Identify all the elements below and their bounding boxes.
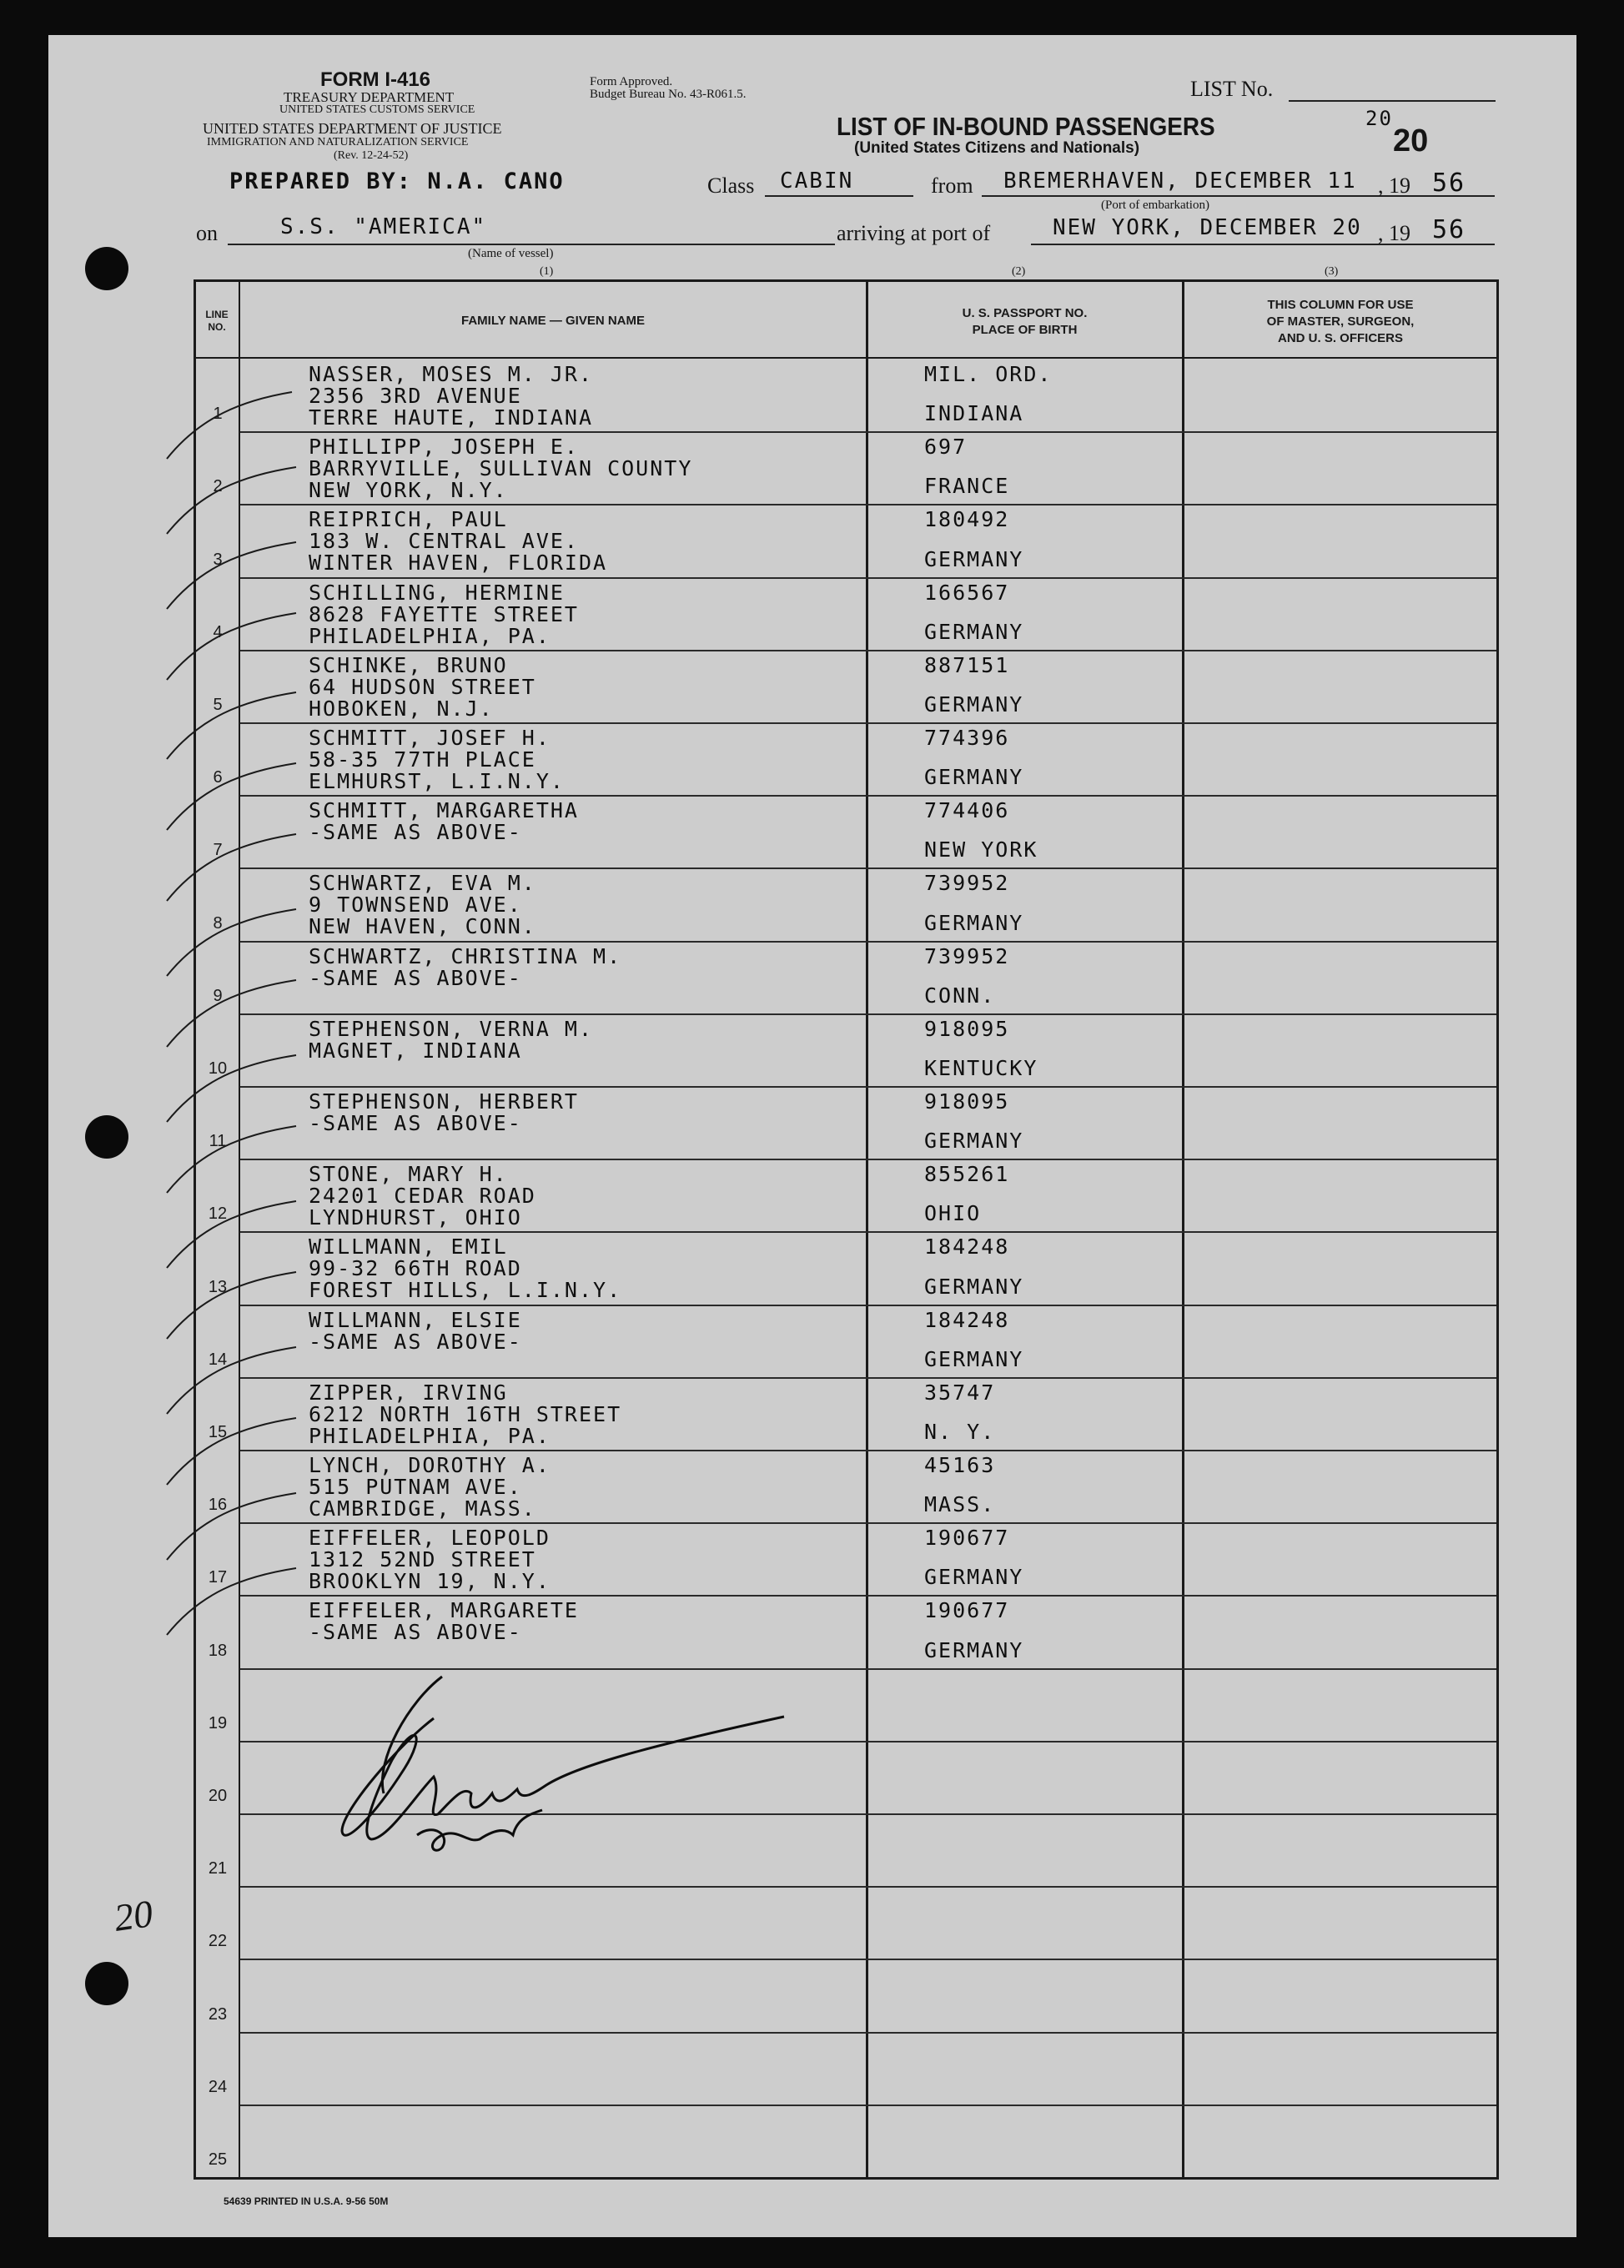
passenger-name-address: SCHMITT, MARGARETHA -SAME AS ABOVE-	[309, 798, 579, 845]
passport-number: 35747	[924, 1380, 996, 1405]
from-year-prefix: , 19	[1378, 173, 1410, 198]
passport-number: 697	[924, 435, 968, 460]
place-of-birth: KENTUCKY	[924, 1056, 1038, 1080]
on-label: on	[196, 221, 218, 245]
line-number: 3	[213, 550, 223, 569]
name-column-divider	[866, 279, 868, 2179]
row-divider	[240, 1086, 1496, 1088]
line-number: 19	[208, 1713, 228, 1732]
place-of-birth: GERMANY	[924, 619, 1024, 644]
place-of-birth: GERMANY	[924, 1274, 1024, 1299]
passport-number: 918095	[924, 1016, 1010, 1041]
line-number: 14	[208, 1350, 228, 1369]
row-divider	[240, 722, 1496, 724]
line-number: 2	[213, 477, 223, 496]
passenger-name-address: STONE, MARY H. 24201 CEDAR ROAD LYNDHURST, OHIO	[309, 1162, 536, 1230]
form-approved: Form Approved.	[590, 75, 673, 88]
signature	[325, 1668, 792, 1868]
column-header-passport	[868, 305, 1181, 339]
arriving-year: 56	[1432, 215, 1466, 244]
line-number: 17	[208, 1568, 228, 1587]
line-number: 25	[208, 2150, 228, 2169]
from-label: from	[931, 173, 973, 198]
column-header-name-text: FAMILY NAME — GIVEN NAME	[460, 314, 646, 328]
place-of-birth: OHIO	[924, 1201, 982, 1226]
place-of-birth: GERMANY	[924, 1565, 1024, 1590]
from-underline	[982, 195, 1495, 197]
immigration-service: IMMIGRATION AND NATURALIZATION SERVICE	[207, 136, 469, 148]
place-of-birth: GERMANY	[924, 692, 1024, 717]
passport-number: 45163	[924, 1453, 996, 1477]
class-label: Class	[707, 173, 755, 198]
line-number: 8	[213, 913, 223, 933]
column-header-line-no-text: LINE NO.	[205, 309, 229, 333]
column-marker-2: (2)	[1012, 265, 1026, 278]
department-of-justice: UNITED STATES DEPARTMENT OF JUSTICE	[203, 120, 502, 137]
arriving-underline	[1031, 244, 1495, 245]
passport-number: 774396	[924, 726, 1010, 750]
row-divider	[240, 577, 1496, 579]
document-title: LIST OF IN-BOUND PASSENGERS	[837, 112, 1215, 141]
passport-column-divider	[1182, 279, 1184, 2179]
passport-number: 855261	[924, 1162, 1010, 1187]
column-header-name	[241, 313, 865, 329]
place-of-birth: GERMANY	[924, 1129, 1024, 1154]
place-of-birth: MASS.	[924, 1492, 996, 1517]
class-value: CABIN	[780, 168, 854, 194]
budget-bureau-no: Budget Bureau No. 43-R061.5.	[590, 88, 747, 101]
vessel-underline	[228, 244, 835, 245]
list-no-small: 20	[1365, 107, 1393, 130]
row-divider	[240, 431, 1496, 433]
row-divider	[240, 2105, 1496, 2106]
column-marker-1: (1)	[540, 265, 554, 278]
row-divider	[240, 867, 1496, 869]
line-number: 12	[208, 1204, 228, 1224]
punch-hole-middle	[85, 1115, 128, 1159]
row-divider	[240, 504, 1496, 505]
passenger-name-address: STEPHENSON, VERNA M. MAGNET, INDIANA	[309, 1016, 594, 1063]
place-of-birth: CONN.	[924, 983, 996, 1008]
passenger-name-address: SCHMITT, JOSEF H. 58-35 77TH PLACE ELMHURST, L.I.N.Y.	[309, 726, 565, 793]
passport-number: 190677	[924, 1526, 1010, 1551]
line-number: 21	[208, 1859, 228, 1878]
passenger-name-address: PHILLIPP, JOSEPH E. BARRYVILLE, SULLIVAN COUNTY NEW YORK, N.Y.	[309, 435, 693, 503]
place-of-birth: NEW YORK	[924, 837, 1038, 862]
row-divider	[240, 795, 1496, 797]
passenger-name-address: WILLMANN, EMIL 99-32 66TH ROAD FOREST HILLS, L.I.N.Y.	[309, 1235, 622, 1303]
punch-hole-bottom	[85, 1962, 128, 2005]
list-no-underline	[1289, 100, 1496, 102]
passenger-name-address: ZIPPER, IRVING 6212 NORTH 16TH STREET PHILADELPHIA, PA.	[309, 1380, 622, 1448]
line-number: 5	[213, 696, 223, 714]
passport-number: 739952	[924, 871, 1010, 896]
row-divider	[240, 941, 1496, 943]
line-number: 23	[208, 2004, 228, 2024]
line-number: 11	[209, 1132, 227, 1151]
row-divider	[240, 1305, 1496, 1306]
line-number: 7	[213, 841, 223, 860]
line-number: 18	[208, 1641, 228, 1660]
place-of-birth: GERMANY	[924, 910, 1024, 935]
passenger-name-address: SCHILLING, HERMINE 8628 FAYETTE STREET PHILADELPHIA, PA.	[309, 580, 579, 648]
passenger-name-address: SCHINKE, BRUNO 64 HUDSON STREET HOBOKEN, N.J.	[309, 652, 536, 721]
place-of-birth: GERMANY	[924, 1637, 1024, 1662]
margin-handwritten-note: 20	[111, 1892, 156, 1939]
passport-number: 190677	[924, 1598, 1010, 1623]
passport-number: 918095	[924, 1089, 1010, 1114]
column-header-officers-text: THIS COLUMN FOR USE OF MASTER, SURGEON, AND U. S. OFFICERS	[1266, 298, 1415, 345]
from-value: BREMERHAVEN, DECEMBER 11	[1003, 168, 1357, 194]
line-number: 1	[213, 405, 223, 424]
passport-number: 184248	[924, 1307, 1010, 1332]
passenger-name-address: SCHWARTZ, EVA M. 9 TOWNSEND AVE. NEW HAVEN, CONN.	[309, 871, 536, 939]
from-year: 56	[1432, 168, 1466, 198]
passenger-name-address: NASSER, MOSES M. JR. 2356 3RD AVENUE TERRE HAUTE, INDIANA	[309, 362, 594, 430]
row-divider	[240, 1013, 1496, 1015]
line-number: 16	[208, 1496, 228, 1515]
list-no-label: LIST No.	[1190, 77, 1274, 101]
vessel-label: (Name of vessel)	[468, 247, 554, 260]
arriving-label: arriving at port of	[837, 221, 991, 245]
column-header-officers	[1184, 297, 1496, 347]
treasury-department: TREASURY DEPARTMENT	[284, 89, 455, 105]
port-of-embarkation-label: (Port of embarkation)	[1101, 199, 1209, 212]
passenger-name-address: LYNCH, DOROTHY A. 515 PUTNAM AVE. CAMBRIDGE, MASS.	[309, 1453, 551, 1521]
row-divider	[240, 1595, 1496, 1597]
row-divider	[240, 1377, 1496, 1379]
passenger-name-address: WILLMANN, ELSIE -SAME AS ABOVE-	[309, 1307, 522, 1354]
punch-hole-top	[85, 247, 128, 290]
list-no-value: 20	[1393, 123, 1429, 158]
line-number: 20	[208, 1787, 228, 1805]
row-divider	[240, 1886, 1496, 1888]
place-of-birth: INDIANA	[924, 401, 1024, 426]
line-number: 15	[208, 1423, 228, 1441]
line-number: 13	[208, 1277, 228, 1296]
column-header-passport-text: U. S. PASSPORT NO. PLACE OF BIRTH	[962, 306, 1088, 337]
passport-number: MIL. ORD.	[924, 362, 1053, 386]
table-top-border	[194, 279, 1499, 282]
row-divider	[240, 1231, 1496, 1233]
passenger-name-address: STEPHENSON, HERBERT -SAME AS ABOVE-	[309, 1089, 579, 1135]
line-number: 22	[208, 1932, 228, 1951]
footer-printing-note: 54639 PRINTED IN U.S.A. 9-56 50M	[224, 2195, 389, 2207]
place-of-birth: GERMANY	[924, 1346, 1024, 1371]
class-underline	[765, 195, 913, 197]
row-divider	[240, 650, 1496, 651]
place-of-birth: GERMANY	[924, 546, 1024, 571]
table-header-border	[194, 357, 1499, 359]
arriving-value: NEW YORK, DECEMBER 20	[1053, 215, 1362, 240]
passport-number: 739952	[924, 943, 1010, 968]
passenger-name-address: REIPRICH, PAUL 183 W. CENTRAL AVE. WINTER HAVEN, FLORIDA	[309, 507, 608, 576]
row-divider	[240, 1959, 1496, 1960]
line-number: 6	[213, 768, 223, 787]
passenger-name-address: EIFFELER, MARGARETE -SAME AS ABOVE-	[309, 1598, 579, 1645]
prepared-by: PREPARED BY: N.A. CANO	[229, 168, 565, 194]
form-revision: (Rev. 12-24-52)	[334, 149, 409, 162]
document-subtitle: (United States Citizens and Nationals)	[854, 139, 1140, 157]
line-number: 4	[213, 622, 223, 641]
passport-number: 166567	[924, 580, 1010, 605]
place-of-birth: FRANCE	[924, 474, 1010, 499]
place-of-birth: GERMANY	[924, 765, 1024, 790]
line-number: 24	[208, 2077, 228, 2096]
passenger-name-address: SCHWARTZ, CHRISTINA M. -SAME AS ABOVE-	[309, 943, 622, 990]
row-divider	[240, 2032, 1496, 2034]
check-marks	[150, 367, 384, 1668]
row-divider	[240, 1159, 1496, 1160]
passport-number: 774406	[924, 798, 1010, 823]
passport-number: 184248	[924, 1235, 1010, 1260]
row-divider	[240, 1450, 1496, 1451]
line-number: 9	[213, 986, 223, 1005]
row-divider	[240, 1522, 1496, 1524]
passport-number: 887151	[924, 652, 1010, 677]
vessel-value: S.S. "AMERICA"	[280, 214, 487, 239]
form-number: FORM I-416	[320, 68, 431, 91]
table-right-border	[1496, 279, 1499, 2179]
place-of-birth: N. Y.	[924, 1420, 996, 1444]
arriving-year-prefix: , 19	[1378, 221, 1410, 245]
passport-number: 180492	[924, 507, 1010, 532]
column-header-line-no	[195, 309, 239, 334]
table-bottom-border	[194, 2177, 1499, 2180]
passenger-name-address: EIFFELER, LEOPOLD 1312 52ND STREET BROOKLYN 19, N.Y.	[309, 1526, 551, 1594]
line-number: 10	[208, 1059, 228, 1078]
customs-service: UNITED STATES CUSTOMS SERVICE	[279, 103, 475, 116]
column-marker-3: (3)	[1325, 265, 1339, 278]
